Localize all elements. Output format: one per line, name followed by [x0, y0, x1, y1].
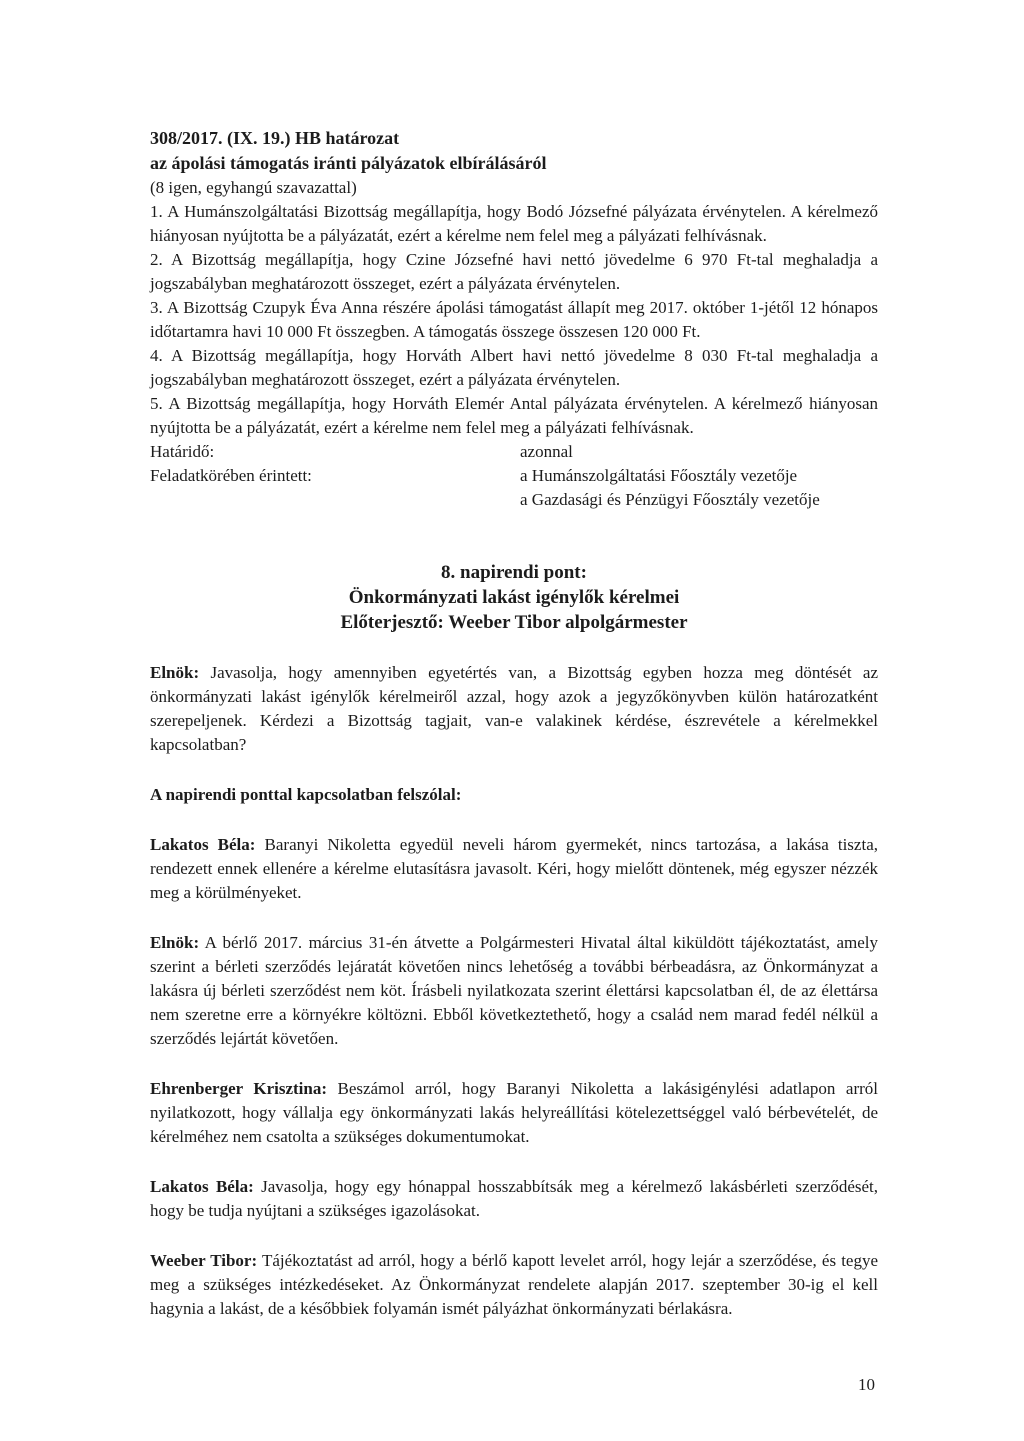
speech-paragraph-3 [150, 1077, 878, 1149]
document-page [150, 126, 878, 1321]
agenda-number: 8. napirendi pont: [441, 562, 587, 583]
speaker-name: Elnök: [150, 663, 200, 682]
responsible-value-1: a Humánszolgáltatási Főosztály vezetője [520, 466, 798, 485]
paragraph-text: Tájékoztatást ad arról, hogy a bérlő kapott levelet arról, hogy lejár a szerződése, és tegye meg a szükséges intézkedéseket. Az Önkormányzat rendelete alapján 2017. szeptember 30-ig el kell hagynia a lakást, de a későbbiek folyamán ismét pályázhat önkormányzati bérlakásra. [150, 1251, 879, 1318]
speaker-name: Lakatos Béla: [150, 835, 256, 854]
agenda-presenter: Előterjesztő: Weeber Tibor alpolgármester [340, 612, 688, 633]
resolution-subject: az ápolási támogatás iránti pályázatok elbírálásáról [150, 153, 547, 173]
deadline-label: Határidő: [150, 442, 215, 461]
resolution-number: 308/2017. (IX. 19.) HB határozat [150, 128, 400, 148]
responsible-row [150, 464, 878, 488]
paragraph-text: Javasolja, hogy amennyiben egyetértés van, a Bizottság egyben hozza meg döntését az önkormányzati lakást igénylők kérelmeiről azzal, hogy azok a jegyzőkönyvben külön határozatként szerepeljenek. Kérdezi a Bizottság tagjait, van-e valakinek kérdése, észrevétele a kérelmekkel kapcsolatban? [150, 663, 878, 754]
resolution-point-5: 5. A Bizottság megállapítja, hogy Horváth Elemér Antal pályázata érvénytelen. A kérelmező hiányosan nyújtotta be a pályázatát, ezért a kérelme nem felel meg a pályázati felhívásnak. [150, 394, 878, 437]
paragraph-text: Javasolja, hogy egy hónappal hosszabbítsák meg a kérelmező lakásbérleti szerződését, hogy be tudja nyújtani a szükséges igazolásokat. [150, 1177, 878, 1220]
responsible-value-2: a Gazdasági és Pénzügyi Főosztály vezetője [520, 490, 820, 509]
resolution-point-4: 4. A Bizottság megállapítja, hogy Horváth Albert havi nettó jövedelme 8 030 Ft-tal meghaladja a jogszabályban meghatározott összeget, ezért a pályázata érvénytelen. [150, 346, 878, 389]
responsible-label: Feladatkörében érintett: [150, 466, 312, 485]
resolution-point-1: 1. A Humánszolgáltatási Bizottság megállapítja, hogy Bodó Józsefné pályázata érvénytelen. A kérelmező hiányosan nyújtotta be a pályázatát, ezért a kérelme nem felel meg a pályázati felhívásnak. [150, 202, 878, 245]
responsible-row-2 [150, 488, 878, 512]
speaker-name: Lakatos Béla: [150, 1177, 254, 1196]
speech-paragraph-5 [150, 1249, 878, 1321]
deadline-value: azonnal [520, 442, 573, 461]
speech-paragraph-1 [150, 833, 878, 905]
page-number: 10 [858, 1375, 875, 1394]
paragraph-text: Beszámol arról, hogy Baranyi Nikoletta a lakásigénylési adatlapon arról nyilatkozott, hogy vállalja egy önkormányzati lakás helyreállítási kötelezettséggel való bérbevételét, de kérelméhez nem csatolta a szükséges dokumentumokat. [150, 1079, 878, 1146]
chair-intro-paragraph [150, 661, 878, 757]
resolution-point-2: 2. A Bizottság megállapítja, hogy Czine Józsefné havi nettó jövedelme 6 970 Ft-tal meghaladja a jogszabályban meghatározott összeget, ezért a pályázata érvénytelen. [150, 250, 878, 293]
paragraph-text: A bérlő 2017. március 31-én átvette a Polgármesteri Hivatal által kiküldött tájékoztatást, amely szerint a bérleti szerződés lejáratát követően nincs lehetőség a további bérbeadásra, az Önkormányzat a lakásra új bérleti szerződést nem köt. Írásbeli nyilatkozata szerint élettársi kapcsolatban él, de az élettársa nem szeretne erre a környékre költözni. Ebből következtethető, hogy a család nem marad fedél nélkül a szerződés lejártát követően. [150, 933, 878, 1048]
speech-paragraph-4 [150, 1175, 878, 1223]
speakers-heading: A napirendi ponttal kapcsolatban felszólal: [150, 785, 462, 804]
resolution-point-3: 3. A Bizottság Czupyk Éva Anna részére ápolási támogatást állapít meg 2017. október 1-jétől 12 hónapos időtartamra havi 10 000 Ft összegben. A támogatás összege összesen 120 000 Ft. [150, 298, 878, 341]
speaker-name: Ehrenberger Krisztina: [150, 1079, 328, 1098]
paragraph-text: Baranyi Nikoletta egyedül neveli három gyermekét, nincs tartozása, a lakása tiszta, rendezett ennek ellenére a kérelme elutasításra javasolt. Kéri, hogy mielőtt döntenek, még egyszer nézzék meg a körülményeket. [150, 835, 878, 902]
speaker-name: Weeber Tibor: [150, 1251, 258, 1270]
agenda-title: Önkormányzati lakást igénylők kérelmei [348, 587, 680, 608]
speaker-name: Elnök: [150, 933, 200, 952]
resolution-vote: (8 igen, egyhangú szavazattal) [150, 178, 357, 197]
speech-paragraph-2 [150, 931, 878, 1051]
deadline-row [150, 440, 878, 464]
